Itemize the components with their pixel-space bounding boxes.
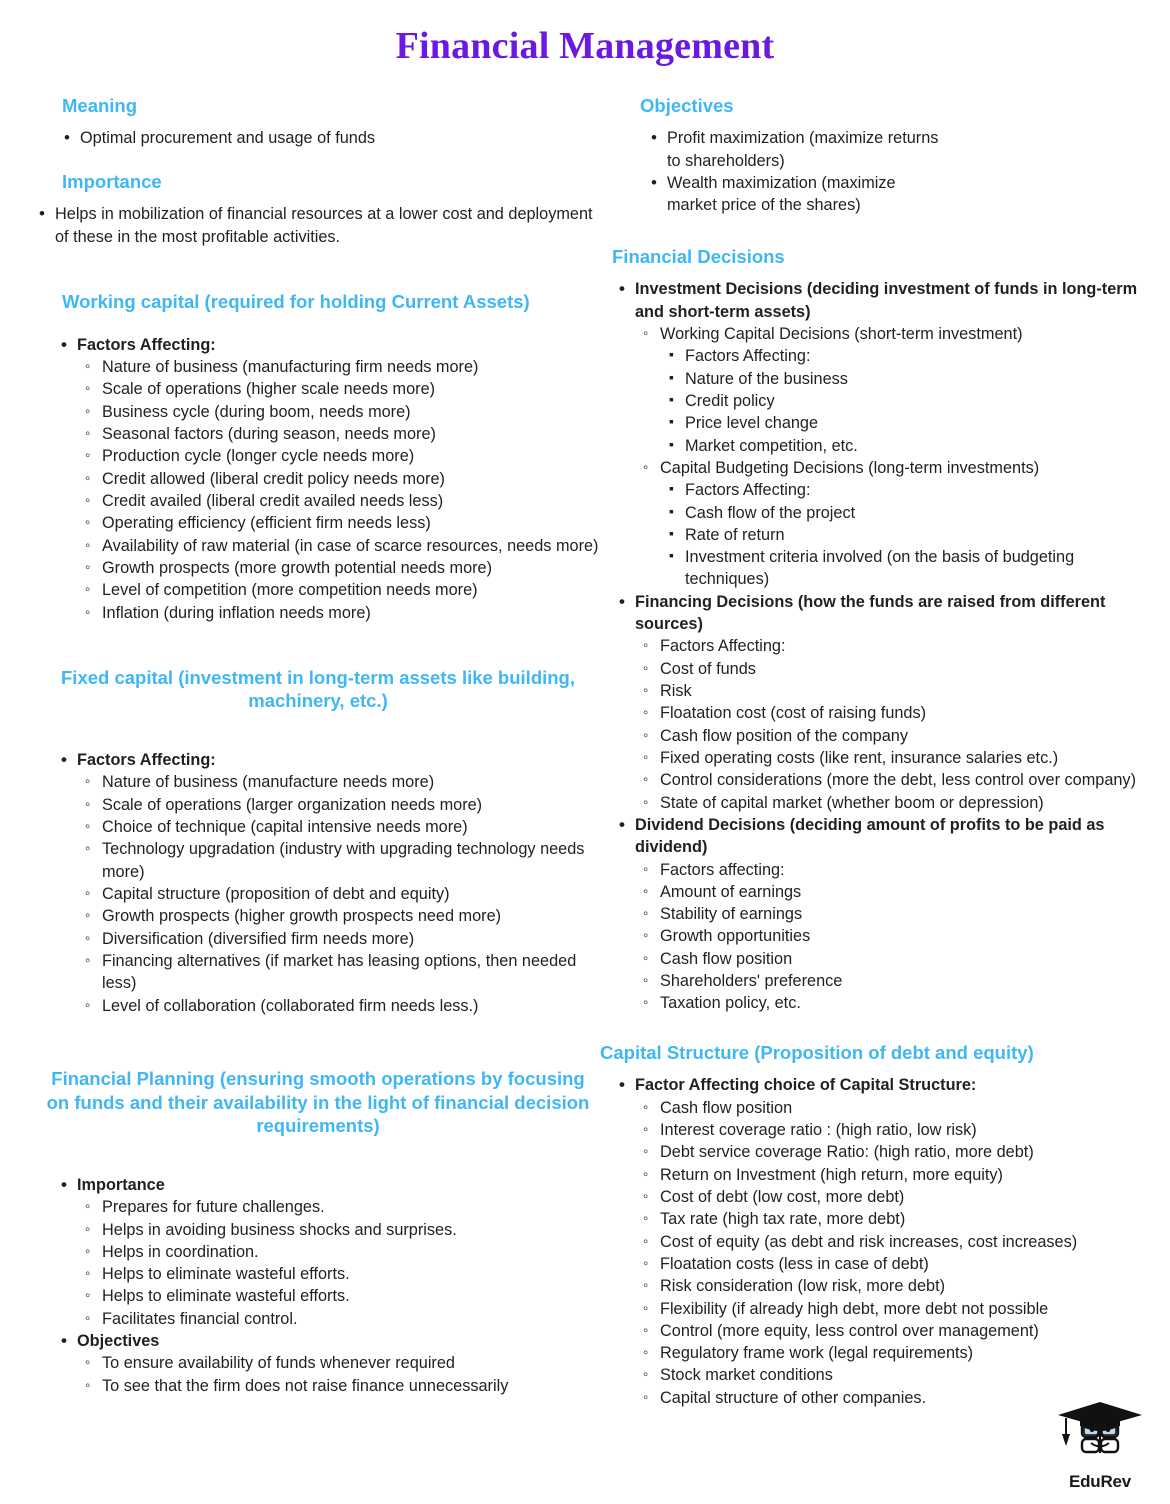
list-item: ◦ Inflation (during inflation needs more)	[83, 602, 600, 624]
list-item: ◦ Return on Investment (high return, more equity)	[641, 1164, 1154, 1186]
section-heading-fixed-capital: Fixed capital (investment in long-term assets like building, machinery, etc.)	[61, 666, 575, 712]
list-item: ◦ Scale of operations (higher scale needs more)	[83, 378, 600, 400]
list-item: ◦ Cost of funds	[641, 658, 1154, 680]
list-item: ◦ Helps to eliminate wasteful efforts.	[83, 1263, 600, 1285]
list-item-capital-budgeting-decisions: ◦ Capital Budgeting Decisions (long-term investments)	[641, 457, 1154, 479]
financial-planning-importance-items	[58, 1196, 600, 1330]
list-item: ◦ Cash flow position of the company	[641, 725, 1154, 747]
objectives-list	[600, 127, 948, 216]
list-item-working-capital-decisions: ◦ Working Capital Decisions (short-term investment)	[641, 323, 1154, 345]
list-item: ◦ Factors Affecting:	[641, 635, 1154, 657]
list-item: ◦ Prepares for future challenges.	[83, 1196, 600, 1218]
list-item: ◦ Credit allowed (liberal credit policy needs more)	[83, 468, 600, 490]
list-item: ◦ To ensure availability of funds whenever required	[83, 1352, 600, 1374]
list-item: ◦ Control considerations (more the debt, less control over company)	[641, 769, 1154, 791]
financial-planning-list	[36, 1174, 600, 1397]
list-item: ▪ Nature of the business	[666, 368, 1154, 390]
dividend-decisions-factors	[616, 859, 1154, 1015]
list-item: ▪ Factors Affecting:	[666, 345, 1154, 367]
working-capital-factors	[58, 356, 600, 624]
capital-structure-factors	[616, 1097, 1154, 1409]
list-item: ◦ Stability of earnings	[641, 903, 1154, 925]
logo-text: EduRev	[1068, 1472, 1132, 1491]
list-item: • Helps in mobilization of financial resources at a lower cost and deployment of these in the most profitable activities.	[36, 203, 600, 248]
list-item-factors-affecting: • Factors Affecting:	[58, 749, 600, 771]
list-item: ◦ Cost of debt (low cost, more debt)	[641, 1186, 1154, 1208]
list-item: ◦ Growth opportunities	[641, 925, 1154, 947]
list-item: ▪ Rate of return	[666, 524, 1154, 546]
fixed-capital-factors	[58, 771, 600, 1016]
list-item: ◦ Availability of raw material (in case of scarce resources, needs more)	[83, 535, 600, 557]
list-item: ▪ Investment criteria involved (on the basis of budgeting techniques)	[666, 546, 1154, 591]
section-heading-capital-structure: Capital Structure (Proposition of debt and equity)	[600, 1041, 1034, 1063]
list-item: ◦ Nature of business (manufacture needs more)	[83, 771, 600, 793]
list-item: ▪ Cash flow of the project	[666, 502, 1154, 524]
list-item-importance: • Importance	[58, 1174, 600, 1196]
importance-list	[36, 203, 600, 248]
list-item: ◦ Business cycle (during boom, needs more)	[83, 401, 600, 423]
list-item: ◦ Helps in coordination.	[83, 1241, 600, 1263]
list-item: ◦ Shareholders' preference	[641, 970, 1154, 992]
list-item: ◦ Tax rate (high tax rate, more debt)	[641, 1208, 1154, 1230]
edurev-logo	[1048, 1396, 1152, 1492]
list-item: ◦ Debt service coverage Ratio: (high ratio, more debt)	[641, 1141, 1154, 1163]
working-capital-list	[36, 334, 600, 624]
list-item: ◦ Operating efficiency (efficient firm needs less)	[83, 512, 600, 534]
list-item: ◦ Capital structure (proposition of debt and equity)	[83, 883, 600, 905]
list-item: ◦ Credit availed (liberal credit availed needs less)	[83, 490, 600, 512]
list-item-dividend-decisions: • Dividend Decisions (deciding amount of profits to be paid as dividend)	[616, 814, 1154, 859]
list-item: ◦ Interest coverage ratio : (high ratio, low risk)	[641, 1119, 1154, 1141]
financing-decisions-factors	[616, 635, 1154, 814]
right-column	[600, 94, 1170, 1409]
list-item: ◦ Regulatory frame work (legal requirements)	[641, 1342, 1154, 1364]
section-heading-financial-planning: Financial Planning (ensuring smooth operations by focusing on funds and their availability in the light of financial decision requirements)	[46, 1067, 590, 1137]
list-item: ◦ Cost of equity (as debt and risk increases, cost increases)	[641, 1231, 1154, 1253]
list-item: ◦ Risk consideration (low risk, more debt)	[641, 1275, 1154, 1297]
list-item: ◦ Floatation cost (cost of raising funds)	[641, 702, 1154, 724]
list-item: ◦ To see that the firm does not raise finance unnecessarily	[83, 1375, 600, 1397]
list-item: ◦ Flexibility (if already high debt, more debt not possible	[641, 1298, 1154, 1320]
capital-budgeting-factors	[641, 479, 1154, 591]
list-item: ▪ Market competition, etc.	[666, 435, 1154, 457]
section-heading-financial-decisions: Financial Decisions	[612, 245, 785, 267]
fixed-capital-list	[36, 749, 600, 1017]
financial-planning-objectives-items	[58, 1352, 600, 1397]
list-item: ◦ Financing alternatives (if market has leasing options, then needed less)	[83, 950, 600, 995]
list-item-investment-decisions: • Investment Decisions (deciding investment of funds in long-term and short-term assets)	[616, 278, 1154, 323]
section-heading-working-capital: Working capital (required for holding Current Assets)	[62, 291, 530, 313]
section-heading-objectives: Objectives	[640, 94, 734, 116]
list-item: ◦ Fixed operating costs (like rent, insurance salaries etc.)	[641, 747, 1154, 769]
list-item: ◦ Cash flow position	[641, 948, 1154, 970]
list-item: ◦ Level of competition (more competition needs more)	[83, 579, 600, 601]
page-title: Financial Management	[395, 25, 775, 67]
list-item: ▪ Credit policy	[666, 390, 1154, 412]
list-item: ◦ Nature of business (manufacturing firm needs more)	[83, 356, 600, 378]
financial-decisions-list	[600, 278, 1154, 1014]
two-column-body	[0, 68, 1170, 1409]
left-column	[0, 94, 600, 1397]
list-item: ◦ State of capital market (whether boom or depression)	[641, 792, 1154, 814]
graduation-cap-book-mascot-icon	[1054, 1396, 1146, 1470]
list-item: ◦ Growth prospects (higher growth prospects need more)	[83, 905, 600, 927]
list-item: ◦ Scale of operations (larger organization needs more)	[83, 794, 600, 816]
list-item: ◦ Factors affecting:	[641, 859, 1154, 881]
list-item: ◦ Diversification (diversified firm needs more)	[83, 928, 600, 950]
working-capital-decision-factors	[641, 345, 1154, 457]
list-item: ◦ Cash flow position	[641, 1097, 1154, 1119]
list-item: ◦ Level of collaboration (collaborated firm needs less.)	[83, 995, 600, 1017]
list-item: ◦ Facilitates financial control.	[83, 1308, 600, 1330]
list-item: ◦ Risk	[641, 680, 1154, 702]
list-item: ▪ Price level change	[666, 412, 1154, 434]
list-item: ◦ Growth prospects (more growth potential needs more)	[83, 557, 600, 579]
list-item: ◦ Choice of technique (capital intensive needs more)	[83, 816, 600, 838]
list-item: ◦ Floatation costs (less in case of debt)	[641, 1253, 1154, 1275]
list-item-factor-affecting-choice: • Factor Affecting choice of Capital Structure:	[616, 1074, 1154, 1096]
list-item: ◦ Control (more equity, less control over management)	[641, 1320, 1154, 1342]
list-item: ◦ Helps in avoiding business shocks and surprises.	[83, 1219, 600, 1241]
list-item: ◦ Production cycle (longer cycle needs more)	[83, 445, 600, 467]
list-item: ▪ Factors Affecting:	[666, 479, 1154, 501]
capital-structure-list	[600, 1074, 1154, 1409]
list-item: ◦ Stock market conditions	[641, 1364, 1154, 1386]
list-item: ◦ Taxation policy, etc.	[641, 992, 1154, 1014]
list-item-objectives: • Objectives	[58, 1330, 600, 1352]
list-item-financing-decisions: • Financing Decisions (how the funds are raised from different sources)	[616, 591, 1154, 636]
section-heading-importance: Importance	[62, 170, 162, 192]
list-item-factors-affecting: • Factors Affecting:	[58, 334, 600, 356]
investment-sublist	[616, 323, 1154, 591]
list-item: ◦ Seasonal factors (during season, needs more)	[83, 423, 600, 445]
section-heading-meaning: Meaning	[62, 94, 138, 116]
list-item: ◦ Technology upgradation (industry with upgrading technology needs more)	[83, 838, 600, 883]
list-item: • Wealth maximization (maximize market price of the shares)	[648, 172, 948, 217]
list-item: • Profit maximization (maximize returns to shareholders)	[648, 127, 948, 172]
list-item: ◦ Helps to eliminate wasteful efforts.	[83, 1285, 600, 1307]
meaning-list	[36, 127, 600, 149]
list-item: ◦ Amount of earnings	[641, 881, 1154, 903]
list-item: • Optimal procurement and usage of funds	[61, 127, 600, 149]
list-item: ◦ Capital structure of other companies.	[641, 1387, 1154, 1409]
